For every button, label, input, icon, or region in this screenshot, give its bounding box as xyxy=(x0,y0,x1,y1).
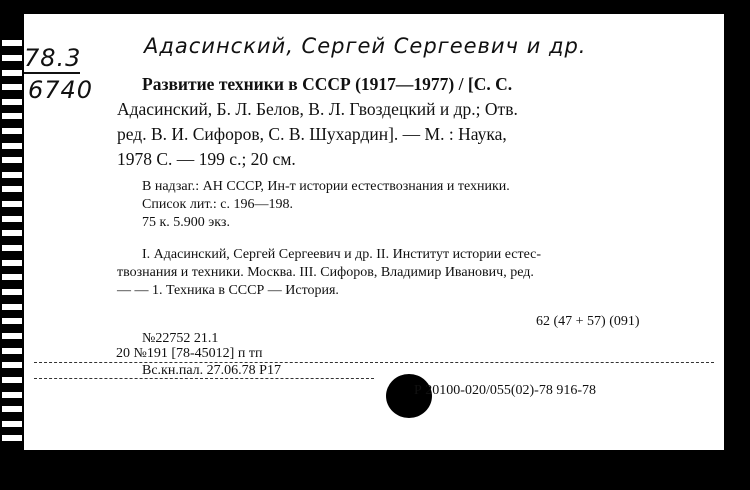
classification-index: 62 (47 + 57) (091) xyxy=(536,314,640,329)
note-line-2: Список лит.: с. 196—198. xyxy=(142,197,293,212)
call-number-bottom: 6740 xyxy=(28,76,94,104)
hole xyxy=(2,333,22,339)
book-chamber-line: Вс.кн.пал. 27.06.78 Р17 xyxy=(142,363,281,378)
hole xyxy=(2,318,22,324)
note-line-3: 75 к. 5.900 экз. xyxy=(142,215,230,230)
catalog-card xyxy=(24,14,724,450)
record-number: №22752 21.1 xyxy=(142,331,219,346)
hole xyxy=(2,186,22,192)
entry-line-1 xyxy=(142,76,512,94)
dashed-rule-1 xyxy=(34,362,714,363)
hole xyxy=(2,128,22,134)
hole xyxy=(2,40,22,46)
hole xyxy=(2,84,22,90)
hole xyxy=(2,216,22,222)
call-number-divider xyxy=(24,72,80,74)
hole xyxy=(2,157,22,163)
hole xyxy=(2,362,22,368)
hole xyxy=(2,99,22,105)
hole xyxy=(2,304,22,310)
binder-holes xyxy=(0,0,24,490)
hole xyxy=(2,245,22,251)
hole xyxy=(2,289,22,295)
hole xyxy=(2,435,22,441)
hole xyxy=(2,274,22,280)
tracing-line-1: I. Адасинский, Сергей Сергеевич и др. II. Институт истории естес- xyxy=(142,247,542,262)
hole xyxy=(2,55,22,61)
order-line: 20 №191 [78-45012] п тп xyxy=(116,346,263,361)
hole xyxy=(2,143,22,149)
call-number-top: 78.3 xyxy=(24,44,82,72)
hole xyxy=(2,230,22,236)
hole xyxy=(2,377,22,383)
entry-line-4: 1978 С. — 199 с.; 20 см. xyxy=(117,149,296,169)
entry-title: Развитие техники в СССР (1917—1977) / [С. С. xyxy=(142,74,513,94)
hole xyxy=(2,201,22,207)
hole xyxy=(2,70,22,76)
tracing-line-2: твознания и техники. Москва. III. Сифоров, Владимир Иванович, ред. xyxy=(117,265,534,280)
entry-line-3: ред. В. И. Сифоров, С. В. Шухардин]. — М. : Наука, xyxy=(117,124,507,144)
hole xyxy=(2,348,22,354)
note-line-1: В надзаг.: АН СССР, Ин-т истории естествознания и техники. xyxy=(142,179,510,194)
card-number: Р 20100-020/055(02)-78 916-78 xyxy=(414,383,596,398)
hole xyxy=(2,172,22,178)
hole xyxy=(2,406,22,412)
dashed-rule-2 xyxy=(34,378,374,379)
hole xyxy=(2,421,22,427)
hole xyxy=(2,113,22,119)
hole xyxy=(2,260,22,266)
hole xyxy=(2,392,22,398)
tracing-line-3: — — 1. Техника в СССР — История. xyxy=(117,283,339,298)
entry-line-2: Адасинский, Б. Л. Белов, В. Л. Гвоздецкий и др.; Отв. xyxy=(117,99,518,119)
handwritten-author-note: Адасинский, Сергей Сергеевич и др. xyxy=(144,34,587,58)
